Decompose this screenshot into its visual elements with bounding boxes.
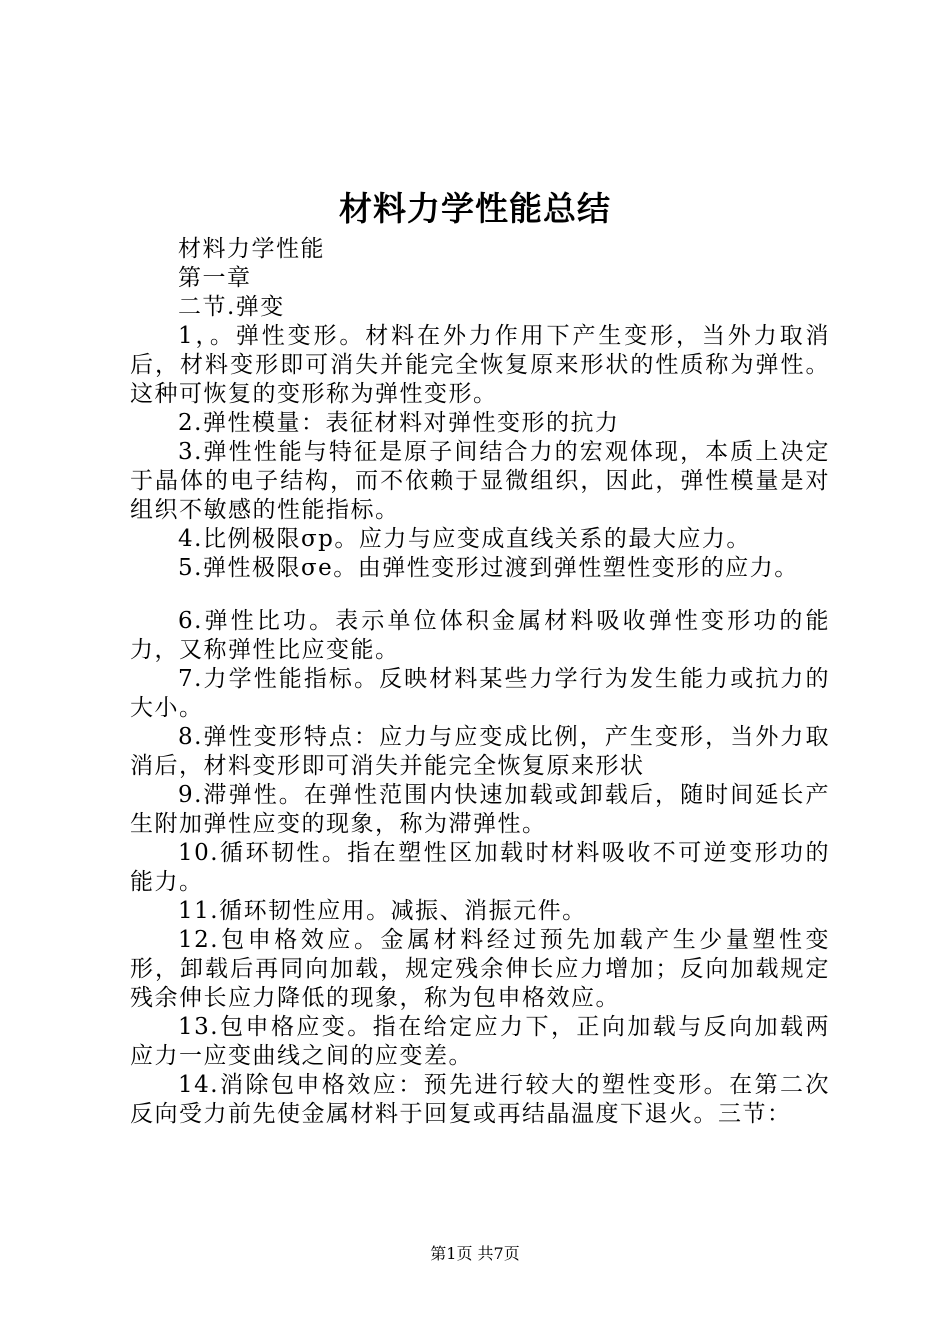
paragraph-spacer (130, 583, 830, 607)
paragraph-item-9: 9.滞弹性。在弹性范围内快速加载或卸载后，随时间延长产生附加弹性应变的现象，称为滞弹性。 (130, 782, 830, 837)
paragraph-item-14: 14.消除包申格效应：预先进行较大的塑性变形。在第二次反向受力前先使金属材料于回复或再结晶温度下退火。三节： (130, 1072, 830, 1127)
paragraph-item-3: 3.弹性性能与特征是原子间结合力的宏观体现，本质上决定于晶体的电子结构，而不依赖于显微组织，因此，弹性模量是对组织不敏感的性能指标。 (130, 439, 830, 523)
paragraph-heading-subject: 材料力学性能 (178, 236, 325, 262)
paragraph-item-8: 8.弹性变形特点：应力与应变成比例，产生变形，当外力取消后，材料变形即可消失并能完全恢复原来形状 (130, 724, 830, 779)
paragraph-item-2: 2.弹性模量：表征材料对弹性变形的抗力 (178, 410, 620, 436)
document-title: 材料力学性能总结 (339, 189, 611, 228)
paragraph-item-5: 5.弹性极限σe。由弹性变形过渡到弹性塑性变形的应力。 (178, 555, 799, 581)
paragraph-item-6: 6.弹性比功。表示单位体积金属材料吸收弹性变形功的能力，又称弹性比应变能。 (130, 608, 830, 663)
paragraph-item-11: 11.循环韧性应用。减振、消振元件。 (178, 898, 587, 924)
paragraph-item-7: 7.力学性能指标。反映材料某些力学行为发生能力或抗力的大小。 (130, 666, 830, 721)
document-body (130, 235, 830, 1129)
paragraph-item-12: 12.包申格效应。金属材料经过预先加载产生少量塑性变形，卸载后再同向加载，规定残余伸长应力增加；反向加载规定残余伸长应力降低的现象，称为包申格效应。 (130, 927, 830, 1011)
paragraph-item-13: 13.包申格应变。指在给定应力下，正向加载与反向加载两应力一应变曲线之间的应变差。 (130, 1014, 830, 1069)
paragraph-item-4: 4.比例极限σp。应力与应变成直线关系的最大应力。 (178, 526, 751, 552)
paragraph-section: 二节.弹变 (178, 294, 285, 320)
paragraph-item-1: 1，。弹性变形。材料在外力作用下产生变形，当外力取消后，材料变形即可消失并能完全恢复原来形状的性质称为弹性。这种可恢复的变形称为弹性变形。 (130, 323, 830, 407)
page-number-footer: 第1页 共7页 (430, 1244, 520, 1263)
paragraph-item-10: 10.循环韧性。指在塑性区加载时材料吸收不可逆变形功的能力。 (130, 840, 830, 895)
paragraph-chapter: 第一章 (178, 265, 252, 291)
